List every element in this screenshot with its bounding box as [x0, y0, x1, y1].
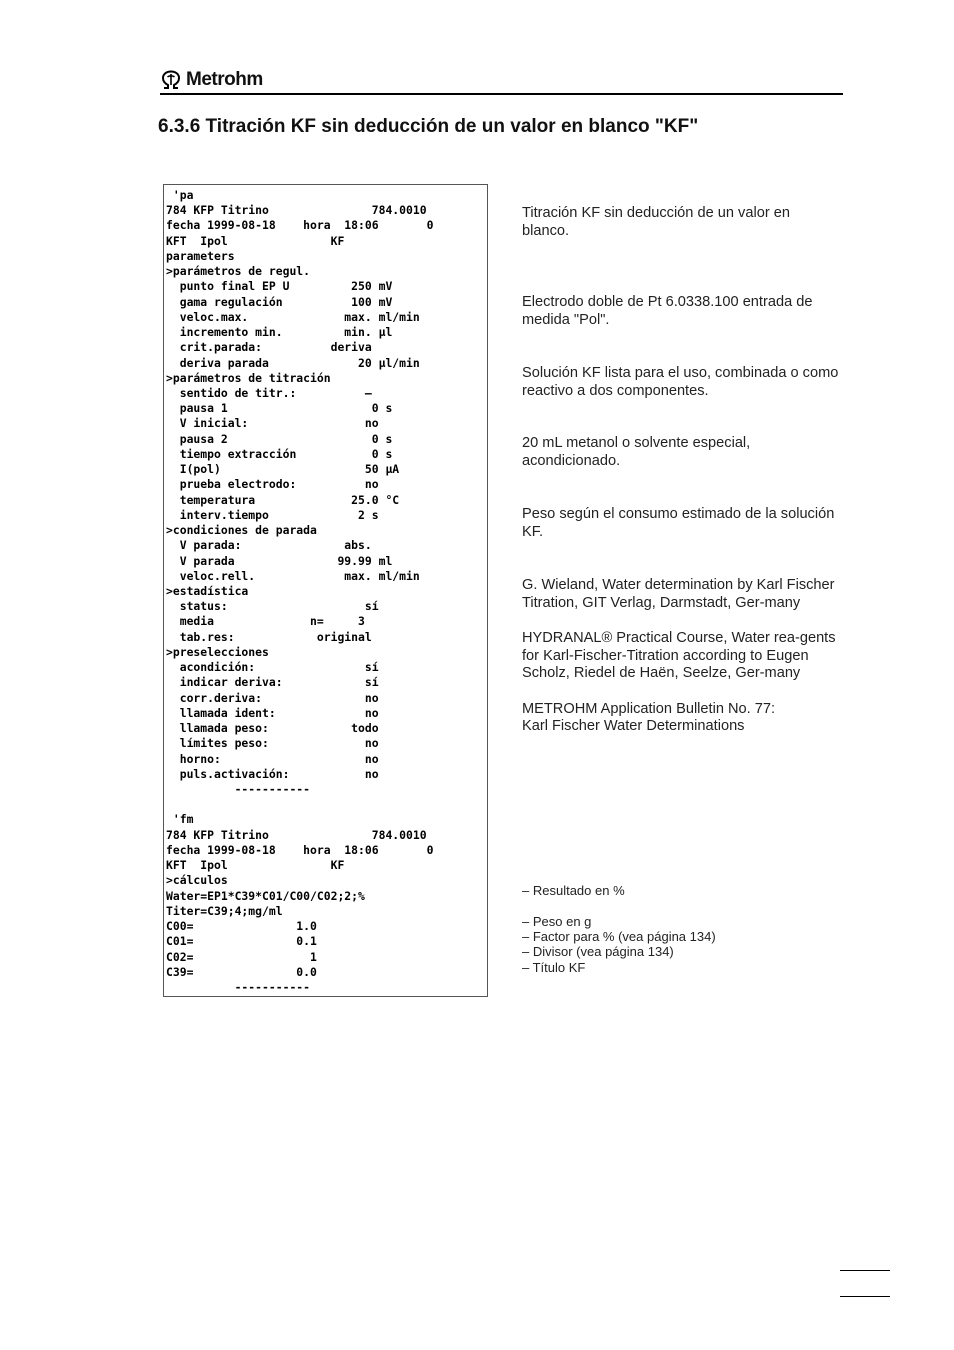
note-factor-percent: – Factor para % (vea página 134) [522, 929, 716, 944]
note-electrode: Electrodo doble de Pt 6.0338.100 entrada de medida "Pol". [522, 294, 813, 328]
listing-line: tiempo extracción 0 s [166, 446, 393, 461]
listing-line: límites peso: no [166, 736, 379, 751]
listing-line: V inicial: no [166, 416, 379, 431]
listing-line: veloc.rell. max. ml/min [166, 568, 420, 583]
listing-line: ----------- [166, 781, 311, 796]
listing-line: >preselecciones [166, 644, 269, 659]
note-method: Titración KF sin deducción de un valor en blanco. [522, 205, 790, 239]
listing-line: C00= 1.0 [166, 919, 317, 934]
listing-line: corr.deriva: no [166, 690, 379, 705]
listing-line: C39= 0.0 [166, 964, 317, 979]
listing-line: veloc.max. max. ml/min [166, 309, 420, 324]
note-kf-titer: – Título KF [522, 960, 586, 975]
listing-line: fecha 1999-08-18 hora 18:06 0 [166, 218, 434, 233]
listing-line: acondición: sí [166, 660, 379, 675]
listing-line: deriva parada 20 µl/min [166, 355, 420, 370]
listing-line: KFT Ipol KF [166, 233, 345, 248]
listing-line: >cálculos [166, 873, 228, 888]
listing-line: crit.parada: deriva [166, 340, 372, 355]
listing-line: C02= 1 [166, 949, 317, 964]
note-sample-weight: Peso según el consumo estimado de la solución KF. [522, 506, 835, 540]
header-divider [160, 93, 843, 95]
section-title: 6.3.6 Titración KF sin deducción de un valor en blanco "KF" [158, 116, 699, 137]
listing-line: >estadística [166, 583, 249, 598]
listing-line: tab.res: original [166, 629, 372, 644]
listing-line: 784 KFP Titrino 784.0010 [166, 827, 427, 842]
note-kf-solution: Solución KF lista para el uso, combinada o como reactivo a dos componentes. [522, 365, 839, 399]
listing-line: puls.activación: no [166, 766, 379, 781]
note-result-percent: – Resultado en % [522, 883, 625, 898]
listing-line: KFT Ipol KF [166, 858, 345, 873]
note-solvent: 20 mL metanol o solvente especial, acondicionado. [522, 435, 751, 469]
page-header [160, 68, 263, 92]
listing-line: parameters [166, 248, 235, 263]
listing-line: C01= 0.1 [166, 934, 317, 949]
note-reference-wieland: G. Wieland, Water determination by Karl Fischer Titration, GIT Verlag, Darmstadt, Ger-many [522, 577, 835, 611]
listing-line: ----------- [166, 979, 311, 994]
listing-line: llamada peso: todo [166, 721, 379, 736]
listing-line: horno: no [166, 751, 379, 766]
listing-line: status: sí [166, 599, 379, 614]
listing-line: pausa 1 0 s [166, 401, 393, 416]
metrohm-omega-icon [160, 70, 182, 90]
listing-line: sentido de titr.: — [166, 385, 372, 400]
listing-line: Titer=C39;4;mg/ml [166, 903, 283, 918]
listing-line: temperatura 25.0 °C [166, 492, 400, 507]
footer-rule-bottom [840, 1296, 890, 1297]
listing-line: incremento min. min. µl [166, 325, 393, 340]
listing-line: interv.tiempo 2 s [166, 507, 379, 522]
listing-line: punto final EP U 250 mV [166, 279, 393, 294]
listing-line: pausa 2 0 s [166, 431, 393, 446]
parameter-listing-box [163, 184, 488, 997]
listing-line: media n= 3 [166, 614, 365, 629]
listing-line: I(pol) 50 µA [166, 462, 400, 477]
listing-line: 'fm [166, 812, 194, 827]
listing-line: 'pa [166, 188, 194, 202]
listing-line: >parámetros de titración [166, 370, 331, 385]
listing-line: llamada ident: no [166, 705, 379, 720]
listing-line: fecha 1999-08-18 hora 18:06 0 [166, 842, 434, 857]
listing-line: gama regulación 100 mV [166, 294, 393, 309]
note-reference-hydranal: HYDRANAL® Practical Course, Water rea-gents for Karl-Fischer-Titration according to Eugen Scholz, Riedel de Haën, Seelze, Ger-many [522, 630, 836, 682]
listing-line: >condiciones de parada [166, 523, 317, 538]
listing-line: 784 KFP Titrino 784.0010 [166, 203, 427, 218]
note-weight-grams: – Peso en g [522, 914, 592, 929]
note-reference-bulletin: METROHM Application Bulletin No. 77: [522, 701, 776, 717]
listing-line: V parada: abs. [166, 538, 372, 553]
footer-rule-top [840, 1270, 890, 1271]
note-reference-bulletin-title: Karl Fischer Water Determinations [522, 718, 745, 734]
listing-line: Water=EP1*C39*C01/C00/C02;2;% [166, 888, 365, 903]
metrohm-logo-text: Metrohm [186, 69, 263, 90]
note-divisor: – Divisor (vea página 134) [522, 944, 674, 959]
listing-line: V parada 99.99 ml [166, 553, 393, 568]
listing-line: >parámetros de regul. [166, 264, 311, 279]
listing-line: prueba electrodo: no [166, 477, 379, 492]
listing-line: indicar deriva: sí [166, 675, 379, 690]
